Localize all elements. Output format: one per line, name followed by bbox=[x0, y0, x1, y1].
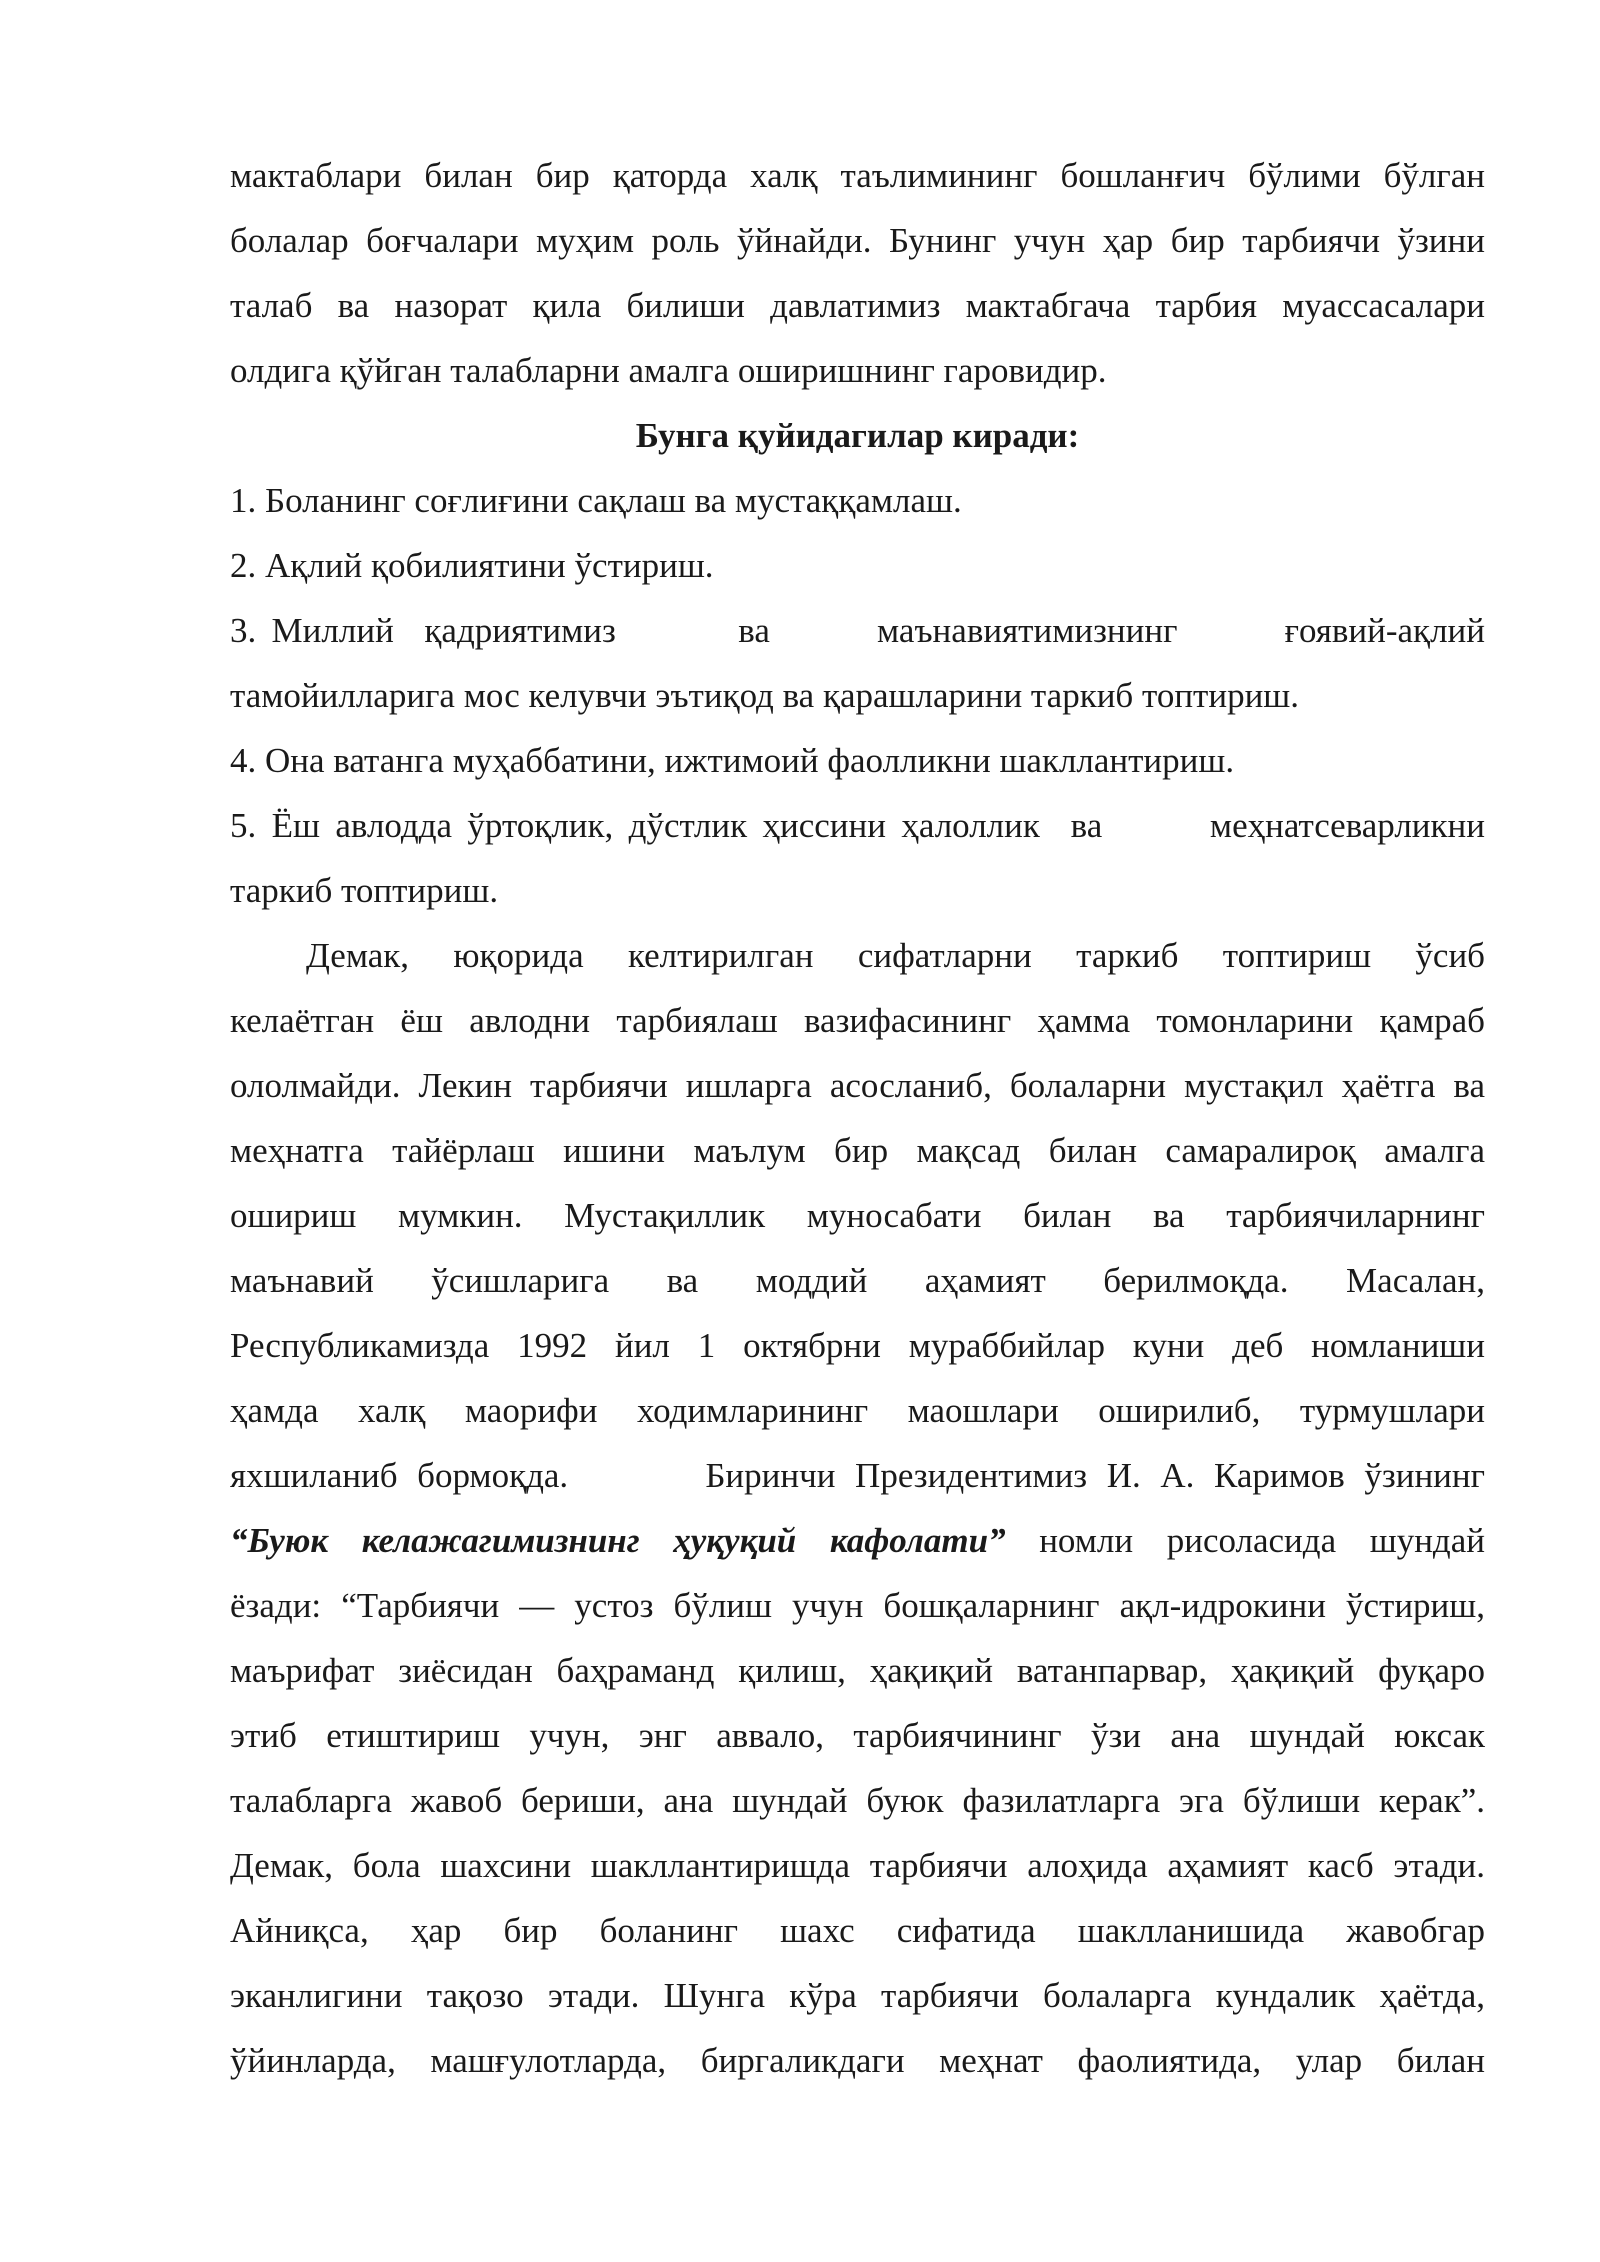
list-item: 1. Боланинг соғлиғини сақлаш ва мустаққамлаш. bbox=[230, 481, 962, 520]
paragraph-line: ошириш мумкин. Мустақиллик муносабати билан ва тарбиячиларнинг bbox=[230, 1196, 1485, 1235]
paragraph-line: маънавий ўсишларига ва моддий аҳамият берилмоқда. Масалан, bbox=[230, 1261, 1485, 1300]
list-item-continuation: тамойилларига мос келувчи эътиқод ва қарашларини таркиб топтириш. bbox=[230, 676, 1300, 715]
paragraph-line: яхшиланиб бормоқда. Биринчи Президентимиз И. А. Каримов ўзининг bbox=[230, 1456, 1485, 1495]
paragraph-line-with-title bbox=[230, 1518, 1485, 1564]
paragraph-line: Айниқса, ҳар бир боланинг шахс сифатида шаклланишида жавобгар bbox=[230, 1911, 1485, 1950]
paragraph-text: номли рисоласида шундай bbox=[1005, 1521, 1485, 1560]
paragraph-line: ўйинларда, машғулотларда, биргаликдаги меҳнат фаолиятида, улар билан bbox=[230, 2041, 1485, 2080]
list-item: 4. Она ватанга муҳаббатини, ижтимоий фаолликни шакллантириш. bbox=[230, 741, 1235, 780]
paragraph-line: олдига қўйган талабларни амалга оширишнинг гаровидир. bbox=[230, 351, 1107, 390]
paragraph-line: ёзади: “Тарбиячи — устоз бўлиш учун бошқаларнинг ақл-идрокини ўстириш, bbox=[230, 1586, 1485, 1625]
paragraph-line: талабларга жавоб бериши, ана шундай буюк фазилатларга эга бўлиши керак”. bbox=[230, 1781, 1485, 1820]
paragraph-line: ололмайди. Лекин тарбиячи ишларга асосланиб, болаларни мустақил ҳаётга ва bbox=[230, 1066, 1485, 1105]
paragraph-line: Демак, бола шахсини шакллантиришда тарбиячи алоҳида аҳамият касб этади. bbox=[230, 1846, 1485, 1885]
list-item: 3. Миллий қадриятимиз ва маънавиятимизнинг ғоявий-ақлий bbox=[230, 611, 1485, 650]
list-item: 5. Ёш авлодда ўртоқлик, дўстлик ҳиссини ҳалоллик ва меҳнатсеварликни bbox=[230, 806, 1485, 845]
list-item-continuation: таркиб топтириш. bbox=[230, 871, 499, 910]
paragraph-line: ҳамда халқ маорифи ходимларининг маошлари оширилиб, турмушлари bbox=[230, 1391, 1485, 1430]
paragraph-line: маърифат зиёсидан баҳраманд қилиш, ҳақиқий ватанпарвар, ҳақиқий фуқаро bbox=[230, 1651, 1485, 1690]
paragraph-line: этиб етиштириш учун, энг аввало, тарбиячининг ўзи ана шундай юксак bbox=[230, 1716, 1485, 1755]
paragraph-line: Демак, юқорида келтирилган сифатларни таркиб топтириш ўсиб bbox=[306, 936, 1485, 975]
paragraph-line: келаётган ёш авлодни тарбиялаш вазифасининг ҳамма томонларини қамраб bbox=[230, 1001, 1485, 1040]
paragraph-line: талаб ва назорат қила билиши давлатимиз мактабгача тарбия муассасалари bbox=[230, 286, 1485, 325]
paragraph-line: эканлигини тақозо этади. Шунга кўра тарбиячи болаларга кундалик ҳаётда, bbox=[230, 1976, 1485, 2015]
book-title: “Буюк келажагимизнинг ҳуқуқий кафолати” bbox=[230, 1521, 1006, 1560]
paragraph-line: мактаблари билан бир қаторда халқ таълимининг бошланғич бўлими бўлган bbox=[230, 156, 1485, 195]
paragraph-line: болалар боғчалари муҳим роль ўйнайди. Бунинг учун ҳар бир тарбиячи ўзини bbox=[230, 221, 1485, 260]
paragraph-line: меҳнатга тайёрлаш ишини маълум бир мақсад билан самаралироқ амалга bbox=[230, 1131, 1485, 1170]
list-item: 2. Ақлий қобилиятини ўстириш. bbox=[230, 546, 714, 585]
paragraph-line: Республикамизда 1992 йил 1 октябрни мураббийлар куни деб номланиши bbox=[230, 1326, 1485, 1365]
section-heading: Бунга қуйидагилар киради: bbox=[635, 416, 1080, 455]
